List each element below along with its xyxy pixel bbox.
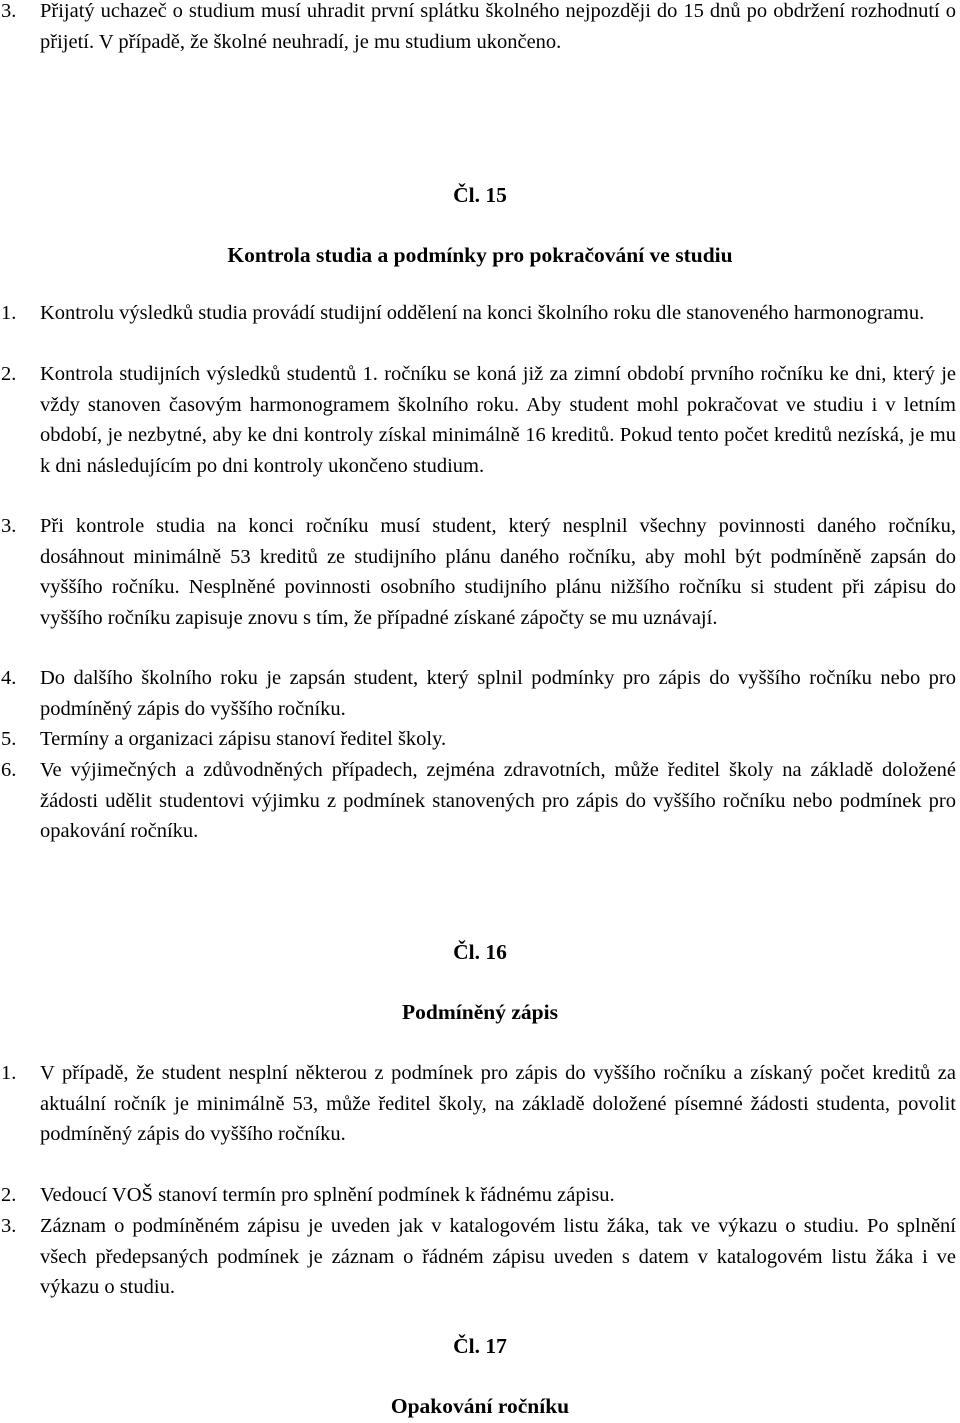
list-item xyxy=(0,298,956,329)
item-number: 3. xyxy=(1,515,17,537)
list-item xyxy=(0,755,956,847)
list-item xyxy=(0,1211,956,1303)
item-number: 3. xyxy=(1,0,17,22)
article-17-title: Opakování ročníku xyxy=(390,1394,570,1418)
item-number: 3. xyxy=(1,1215,17,1237)
item-number: 2. xyxy=(1,363,17,385)
item-number: 1. xyxy=(1,302,17,324)
list-item xyxy=(0,511,956,633)
item-text: Ve výjimečných a zdůvodněných případech, zejména zdravotních, může ředitel školy na základě doložené žádosti udělit studentovi výjimku z podmínek stanovených pro zápis do vyššího ročníku nebo podmínek pro opakování ročníku. xyxy=(40,759,956,842)
item-number: 6. xyxy=(1,759,17,781)
list-item xyxy=(0,1180,956,1211)
item-text: Termíny a organizaci zápisu stanoví ředitel školy. xyxy=(40,728,447,750)
article-16-title: Podmíněný zápis xyxy=(402,1000,558,1024)
article-17-label: Čl. 17 xyxy=(453,1334,507,1358)
item-text: Záznam o podmíněném zápisu je uveden jak v katalogovém listu žáka, tak ve výkazu o studiu. Po splnění všech předepsaných podmínek je záznam o řádném zápisu uveden s datem v katalogovém listu žáka i ve výkazu o studiu. xyxy=(40,1215,956,1298)
item-text: Do dalšího školního roku je zapsán student, který splnil podmínky pro zápis do vyššího ročníku nebo pro podmíněný zápis do vyššího ročníku. xyxy=(40,667,956,720)
article-15-label: Čl. 15 xyxy=(453,183,507,207)
item-text: V případě, že student nesplní některou z podmínek pro zápis do vyššího ročníku a získaný počet kreditů za aktuální ročník je minimálně 53, může ředitel školy, na základě doložené písemné žádosti studenta, povolit podmíněný zápis do vyššího ročníku. xyxy=(40,1062,956,1145)
item-number: 4. xyxy=(1,667,17,689)
list-item xyxy=(0,724,956,755)
article-16-label: Čl. 16 xyxy=(453,940,507,964)
item-text: Přijatý uchazeč o studium musí uhradit první splátku školného nejpozději do 15 dnů po obdržení rozhodnutí o přijetí. V případě, že školné neuhradí, je mu studium ukončeno. xyxy=(40,0,956,53)
list-item xyxy=(0,663,956,724)
list-item xyxy=(0,359,956,481)
item-text: Kontrolu výsledků studia provádí studijní oddělení na konci školního roku dle stanoveného harmonogramu. xyxy=(40,302,925,324)
list-item xyxy=(0,1058,956,1150)
item-number: 5. xyxy=(1,728,17,750)
item-text: Kontrola studijních výsledků studentů 1. ročníku se koná již za zimní období prvního ročníku ke dni, který je vždy stanoven časovým harmonogramem školního roku. Aby student mohl pokračovat ve studiu i v letním období, je nezbytné, aby ke dni kontroly získal minimálně 16 kreditů. Pokud tento počet kreditů nezíská, je mu k dni následujícím po dni kontroly ukončeno studium. xyxy=(40,363,956,477)
item-text: Vedoucí VOŠ stanoví termín pro splnění podmínek k řádnému zápisu. xyxy=(40,1184,615,1206)
list-item xyxy=(0,0,956,57)
item-number: 2. xyxy=(1,1184,17,1206)
article-15-title: Kontrola studia a podmínky pro pokračování ve studiu xyxy=(227,243,733,267)
item-number: 1. xyxy=(1,1062,17,1084)
item-text: Při kontrole studia na konci ročníku musí student, který nesplnil všechny povinnosti daného ročníku, dosáhnout minimálně 53 kreditů ze studijního plánu daného ročníku, aby mohl být podmíněně zapsán do vyššího ročníku. Nesplněné povinnosti osobního studijního plánu nižšího ročníku si student při zápisu do vyššího ročníku zapisuje znovu s tím, že případné získané zápočty se mu uznávají. xyxy=(40,515,956,629)
